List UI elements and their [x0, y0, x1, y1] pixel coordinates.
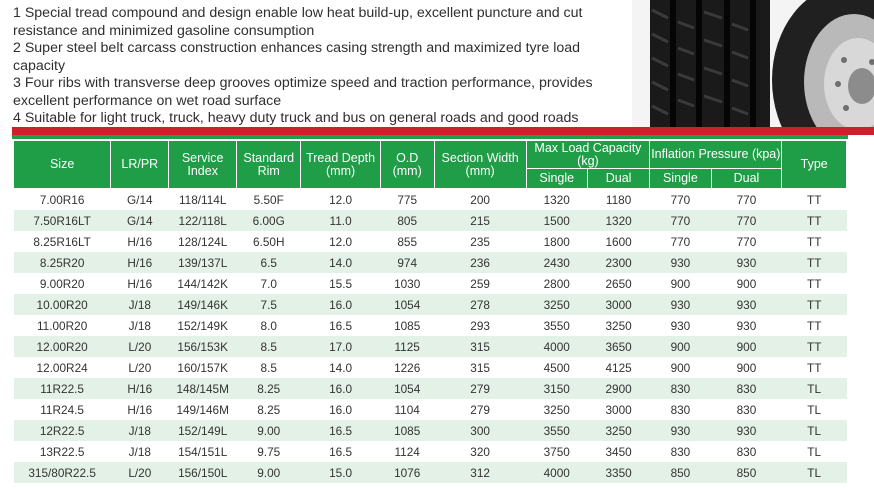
cell-load-dual: 2300	[587, 252, 649, 273]
cell-type: TT	[782, 336, 847, 357]
cell-pressure-single: 830	[650, 399, 711, 420]
table-row	[14, 231, 847, 252]
table-row	[14, 294, 847, 315]
feature-2: 2 Super steel belt carcass construction enhances casing strength and maximized tyre load capacity	[13, 40, 581, 74]
cell-size: 11.00R20	[14, 315, 111, 336]
cell-load-dual: 2900	[587, 378, 649, 399]
cell-service-index: 149/146K	[169, 294, 237, 315]
cell-service-index: 122/118L	[169, 210, 237, 231]
cell-od: 1054	[380, 378, 434, 399]
cell-size: 7.00R16	[14, 189, 111, 211]
cell-load-single: 2800	[526, 273, 587, 294]
cell-tread-depth: 16.5	[301, 420, 380, 441]
header-max-load: Max Load Capacity (kg)	[526, 141, 650, 169]
cell-pressure-dual: 850	[711, 462, 782, 483]
cell-type: TL	[782, 399, 847, 420]
cell-service-index: 144/142K	[169, 273, 237, 294]
cell-pressure-single: 900	[650, 357, 711, 378]
cell-standard-rim: 8.25	[237, 399, 301, 420]
cell-load-single: 3550	[526, 420, 587, 441]
cell-tread-depth: 17.0	[301, 336, 380, 357]
cell-lrpr: L/20	[111, 336, 169, 357]
cell-size: 11R22.5	[14, 378, 111, 399]
cell-type: TT	[782, 357, 847, 378]
cell-size: 8.25R20	[14, 252, 111, 273]
header-standard-rim: Standard Rim	[237, 141, 301, 189]
cell-tread-depth: 14.0	[301, 252, 380, 273]
cell-pressure-single: 770	[650, 210, 711, 231]
cell-service-index: 139/137L	[169, 252, 237, 273]
cell-section-width: 215	[434, 210, 526, 231]
cell-size: 7.50R16LT	[14, 210, 111, 231]
cell-type: TL	[782, 378, 847, 399]
cell-type: TT	[782, 273, 847, 294]
cell-size: 13R22.5	[14, 441, 111, 462]
table-row	[14, 441, 847, 462]
cell-load-dual: 3450	[587, 441, 649, 462]
cell-pressure-single: 770	[650, 231, 711, 252]
cell-tread-depth: 15.5	[301, 273, 380, 294]
cell-lrpr: G/14	[111, 189, 169, 211]
cell-load-dual: 3000	[587, 294, 649, 315]
feature-list	[13, 5, 633, 128]
cell-section-width: 236	[434, 252, 526, 273]
header-load-single: Single	[526, 169, 587, 189]
cell-section-width: 279	[434, 399, 526, 420]
cell-load-single: 1500	[526, 210, 587, 231]
cell-standard-rim: 6.00G	[237, 210, 301, 231]
header-tread-depth: Tread Depth (mm)	[301, 141, 380, 189]
cell-od: 1124	[380, 441, 434, 462]
table-row	[14, 378, 847, 399]
red-divider	[12, 127, 874, 135]
cell-tread-depth: 16.0	[301, 399, 380, 420]
cell-load-dual: 3000	[587, 399, 649, 420]
cell-load-single: 3250	[526, 294, 587, 315]
cell-od: 1085	[380, 420, 434, 441]
header-size: Size	[14, 141, 111, 189]
cell-pressure-dual: 770	[711, 210, 782, 231]
cell-load-single: 3750	[526, 441, 587, 462]
cell-load-dual: 1600	[587, 231, 649, 252]
header-pressure-single: Single	[650, 169, 711, 189]
header-lrpr: LR/PR	[111, 141, 169, 189]
cell-size: 11R24.5	[14, 399, 111, 420]
cell-standard-rim: 8.25	[237, 378, 301, 399]
cell-pressure-dual: 830	[711, 441, 782, 462]
header-section-width: Section Width (mm)	[434, 141, 526, 189]
cell-section-width: 320	[434, 441, 526, 462]
cell-pressure-single: 930	[650, 315, 711, 336]
cell-section-width: 200	[434, 189, 526, 211]
cell-tread-depth: 16.0	[301, 378, 380, 399]
cell-service-index: 160/157K	[169, 357, 237, 378]
cell-pressure-dual: 930	[711, 315, 782, 336]
cell-service-index: 148/145M	[169, 378, 237, 399]
cell-lrpr: H/16	[111, 252, 169, 273]
cell-lrpr: G/14	[111, 210, 169, 231]
cell-tread-depth: 14.0	[301, 357, 380, 378]
cell-service-index: 152/149L	[169, 420, 237, 441]
cell-standard-rim: 5.50F	[237, 189, 301, 211]
table-row	[14, 399, 847, 420]
cell-lrpr: J/18	[111, 315, 169, 336]
cell-od: 1085	[380, 315, 434, 336]
cell-service-index: 152/149K	[169, 315, 237, 336]
cell-size: 8.25R16LT	[14, 231, 111, 252]
cell-pressure-single: 830	[650, 441, 711, 462]
cell-standard-rim: 9.00	[237, 462, 301, 483]
tire-spec-table	[13, 140, 847, 483]
header-pressure-dual: Dual	[711, 169, 782, 189]
cell-type: TL	[782, 441, 847, 462]
cell-load-dual: 3650	[587, 336, 649, 357]
feature-1: 1 Special tread compound and design enable low heat build-up, excellent puncture and cut resistance and minimized gasoline consumption	[13, 5, 583, 39]
cell-section-width: 259	[434, 273, 526, 294]
cell-pressure-dual: 900	[711, 336, 782, 357]
cell-pressure-single: 850	[650, 462, 711, 483]
table-row	[14, 315, 847, 336]
cell-section-width: 312	[434, 462, 526, 483]
cell-standard-rim: 6.50H	[237, 231, 301, 252]
cell-pressure-single: 770	[650, 189, 711, 211]
cell-pressure-single: 830	[650, 378, 711, 399]
cell-load-single: 1800	[526, 231, 587, 252]
cell-tread-depth: 12.0	[301, 231, 380, 252]
cell-load-dual: 1180	[587, 189, 649, 211]
cell-pressure-dual: 770	[711, 189, 782, 211]
header-inflation: Inflation Pressure (kpa)	[650, 141, 782, 169]
header-load-dual: Dual	[587, 169, 649, 189]
table-row	[14, 462, 847, 483]
cell-tread-depth: 16.5	[301, 441, 380, 462]
cell-load-single: 3250	[526, 399, 587, 420]
cell-lrpr: H/16	[111, 231, 169, 252]
cell-lrpr: L/20	[111, 462, 169, 483]
green-divider	[12, 135, 848, 139]
cell-pressure-dual: 930	[711, 294, 782, 315]
cell-service-index: 156/153K	[169, 336, 237, 357]
cell-lrpr: L/20	[111, 357, 169, 378]
cell-size: 10.00R20	[14, 294, 111, 315]
cell-tread-depth: 16.5	[301, 315, 380, 336]
cell-od: 974	[380, 252, 434, 273]
cell-pressure-dual: 830	[711, 378, 782, 399]
cell-standard-rim: 8.5	[237, 357, 301, 378]
cell-od: 1076	[380, 462, 434, 483]
cell-type: TT	[782, 252, 847, 273]
cell-service-index: 154/151L	[169, 441, 237, 462]
cell-type: TL	[782, 420, 847, 441]
cell-standard-rim: 9.00	[237, 420, 301, 441]
cell-section-width: 235	[434, 231, 526, 252]
cell-section-width: 278	[434, 294, 526, 315]
cell-load-single: 3550	[526, 315, 587, 336]
cell-type: TT	[782, 189, 847, 211]
cell-od: 805	[380, 210, 434, 231]
table-row	[14, 336, 847, 357]
cell-tread-depth: 12.0	[301, 189, 380, 211]
cell-load-single: 1320	[526, 189, 587, 211]
cell-load-single: 2430	[526, 252, 587, 273]
cell-lrpr: H/16	[111, 378, 169, 399]
cell-tread-depth: 11.0	[301, 210, 380, 231]
tire-illustration	[632, 0, 874, 127]
cell-lrpr: H/16	[111, 399, 169, 420]
cell-standard-rim: 8.0	[237, 315, 301, 336]
cell-lrpr: J/18	[111, 420, 169, 441]
cell-load-single: 4500	[526, 357, 587, 378]
table-row	[14, 273, 847, 294]
feature-3: 3 Four ribs with transverse deep grooves optimize speed and traction performance, provides excellent performance on wet road surface	[13, 75, 593, 109]
cell-pressure-dual: 930	[711, 252, 782, 273]
header-od: O.D (mm)	[380, 141, 434, 189]
cell-service-index: 156/150L	[169, 462, 237, 483]
cell-lrpr: J/18	[111, 441, 169, 462]
cell-od: 1030	[380, 273, 434, 294]
cell-standard-rim: 8.5	[237, 336, 301, 357]
tire-tread-image	[632, 0, 874, 127]
cell-service-index: 128/124L	[169, 231, 237, 252]
cell-od: 1125	[380, 336, 434, 357]
cell-section-width: 315	[434, 357, 526, 378]
cell-pressure-dual: 830	[711, 399, 782, 420]
cell-pressure-dual: 900	[711, 357, 782, 378]
cell-section-width: 300	[434, 420, 526, 441]
cell-size: 12.00R24	[14, 357, 111, 378]
cell-lrpr: J/18	[111, 294, 169, 315]
cell-section-width: 315	[434, 336, 526, 357]
cell-standard-rim: 9.75	[237, 441, 301, 462]
cell-type: TL	[782, 462, 847, 483]
table-row	[14, 189, 847, 211]
cell-size: 315/80R22.5	[14, 462, 111, 483]
table-row	[14, 357, 847, 378]
feature-4: 4 Suitable for light truck, truck, heavy duty truck and bus on general roads and good roads	[13, 110, 579, 126]
cell-standard-rim: 7.0	[237, 273, 301, 294]
cell-size: 9.00R20	[14, 273, 111, 294]
table-header	[14, 141, 847, 189]
cell-type: TT	[782, 315, 847, 336]
cell-section-width: 279	[434, 378, 526, 399]
table-row	[14, 210, 847, 231]
cell-standard-rim: 6.5	[237, 252, 301, 273]
cell-section-width: 293	[434, 315, 526, 336]
cell-tread-depth: 15.0	[301, 462, 380, 483]
cell-load-dual: 2650	[587, 273, 649, 294]
cell-pressure-dual: 900	[711, 273, 782, 294]
cell-pressure-dual: 770	[711, 231, 782, 252]
table-row	[14, 420, 847, 441]
cell-od: 1104	[380, 399, 434, 420]
cell-od: 1226	[380, 357, 434, 378]
cell-pressure-single: 900	[650, 336, 711, 357]
cell-lrpr: H/16	[111, 273, 169, 294]
cell-pressure-dual: 930	[711, 420, 782, 441]
cell-load-dual: 3250	[587, 315, 649, 336]
cell-od: 775	[380, 189, 434, 211]
cell-load-dual: 3350	[587, 462, 649, 483]
cell-load-single: 3150	[526, 378, 587, 399]
header-type: Type	[782, 141, 847, 189]
cell-size: 12R22.5	[14, 420, 111, 441]
cell-load-single: 4000	[526, 462, 587, 483]
header-service-index: Service Index	[169, 141, 237, 189]
cell-pressure-single: 930	[650, 252, 711, 273]
cell-pressure-single: 930	[650, 420, 711, 441]
cell-service-index: 149/146M	[169, 399, 237, 420]
cell-load-single: 4000	[526, 336, 587, 357]
cell-service-index: 118/114L	[169, 189, 237, 211]
cell-pressure-single: 930	[650, 294, 711, 315]
cell-type: TT	[782, 294, 847, 315]
cell-load-dual: 3250	[587, 420, 649, 441]
cell-standard-rim: 7.5	[237, 294, 301, 315]
cell-type: TT	[782, 231, 847, 252]
cell-tread-depth: 16.0	[301, 294, 380, 315]
cell-pressure-single: 900	[650, 273, 711, 294]
cell-od: 1054	[380, 294, 434, 315]
cell-od: 855	[380, 231, 434, 252]
cell-load-dual: 4125	[587, 357, 649, 378]
cell-size: 12.00R20	[14, 336, 111, 357]
cell-load-dual: 1320	[587, 210, 649, 231]
cell-type: TT	[782, 210, 847, 231]
table-body	[14, 189, 847, 484]
table-row	[14, 252, 847, 273]
